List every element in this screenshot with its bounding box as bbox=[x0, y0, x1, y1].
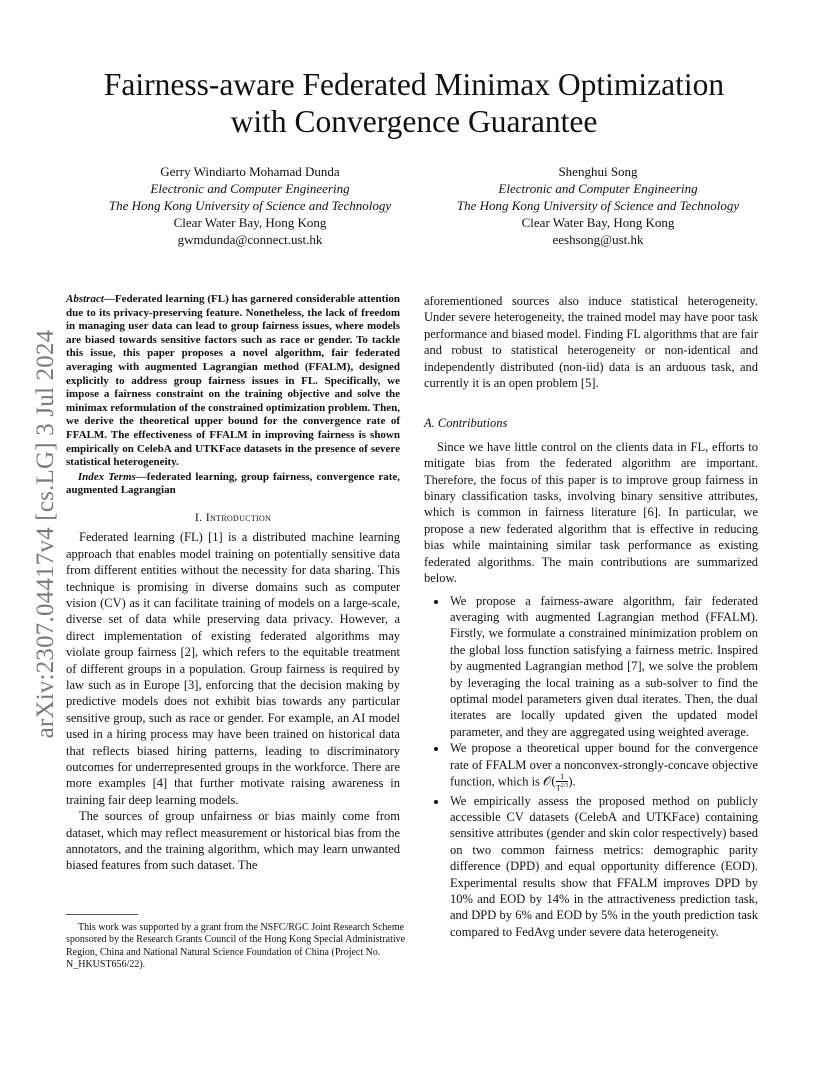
left-column bbox=[66, 293, 400, 874]
section-heading-introduction: I. Introduction bbox=[194, 509, 272, 524]
author-department: Electronic and Computer Engineering bbox=[498, 181, 698, 196]
rate-fraction-base: T bbox=[555, 783, 561, 793]
rate-fraction-numerator: 1 bbox=[556, 773, 569, 782]
index-terms bbox=[66, 471, 400, 498]
subsection-heading-contributions: A. Contributions bbox=[424, 416, 508, 431]
contribution-item bbox=[448, 740, 758, 792]
abstract-text: —Federated learning (FL) has garnered considerable attention due to its privacy-preserving feature. Nonetheless, the lack of freedom in managing user data can lead to group fairness issues, where models are biased towards sensitive factors such as race or gender. To tackle this issue, this paper proposes a novel algorithm, fair federated averaging with augmented Lagrangian method (FFALM), designed explicitly to address group fairness issues in FL. Specifically, we impose a fairness constraint on the training objective and solve the minimax reformulation of the constrained optimization problem. Then, we derive the theoretical upper bound for the convergence rate of FFALM. The effectiveness of FFALM in improving fairness is shown empirically on CelebA and UTKFace datasets in the presence of severe statistical heterogeneity. bbox=[66, 293, 400, 469]
author-location: Clear Water Bay, Hong Kong bbox=[521, 215, 675, 230]
author-email: eeshsong@ust.hk bbox=[552, 232, 644, 247]
author-institution: The Hong Kong University of Science and Technology bbox=[108, 198, 392, 213]
footnote-divider bbox=[66, 914, 138, 915]
author-name: Shenghui Song bbox=[558, 164, 638, 179]
right-column bbox=[424, 293, 758, 940]
rate-fraction-exponent: 2/3 bbox=[560, 782, 569, 789]
author-name: Gerry Windiarto Mohamad Dunda bbox=[160, 164, 340, 179]
paper-title-line-1: Fairness-aware Federated Minimax Optimization bbox=[103, 67, 725, 102]
arxiv-identifier-text: arXiv:2307.04417v4 [cs.LG] 3 Jul 2024 bbox=[32, 329, 59, 739]
contribution-item: • We empirically assess the proposed method on publicly accessible CV datasets (CelebA and UTKFace) containing sensitive attributes (gender and skin color respectively) based on two common fairness metrics: demographic parity difference (DPD) and equal opportunity difference (EOD). Experimental results show that FFALM improves DPD by 10% and EOD by 14% in the attractiveness prediction task, and DPD by 6% and EOD by 5% in the youth prediction task compared to FedAvg under severe data heterogeneity. bbox=[448, 793, 758, 941]
author-institution: The Hong Kong University of Science and Technology bbox=[456, 198, 740, 213]
funding-footnote: This work was supported by a grant from the NSFC/RGC Joint Research Scheme sponsored by the Research Grants Council of the Hong Kong Special Administrative Region, China and National Natural Science Foundation of China (Project No. N_HKUST656/22). bbox=[66, 922, 406, 970]
intro-continuation: aforementioned sources also induce statistical heterogeneity. Under severe heterogeneity, the trained model may have poor task performance and biased model. Finding FL algorithms that are fair and robust to statistical heterogeneity or non-identical and independently distributed (non-iid) data is an arduous task, and currently it is an open problem [5]. bbox=[424, 294, 758, 391]
index-terms-text: —federated learning, group fairness, convergence rate, augmented Lagrangian bbox=[66, 470, 400, 497]
rate-fraction bbox=[556, 773, 569, 793]
author-department: Electronic and Computer Engineering bbox=[150, 181, 350, 196]
abstract-lead: Abstract bbox=[66, 293, 104, 305]
big-o-close: ). bbox=[568, 774, 576, 789]
contribution-text: We propose a theoretical upper bound for the convergence rate of FFALM over a nonconvex-strongly-concave objective function, which is bbox=[450, 741, 758, 789]
paper-title bbox=[70, 66, 758, 140]
arxiv-identifier-stamp bbox=[34, 306, 58, 762]
big-o-symbol: 𝒪( bbox=[543, 773, 556, 789]
intro-paragraph-2: The sources of group unfairness or bias mainly come from dataset, which may reflect measurement or historical bias from the annotators, and the training algorithm, which may learn unwanted biased features from such dataset. The bbox=[66, 809, 400, 873]
contribution-item: • We propose a fairness-aware algorithm, fair federated averaging with augmented Lagrangian method (FFALM). Firstly, we formulate a constrained minimization problem on the global loss function satisfying a fairness metric. Inspired by augmented Lagrangian method [7], we solve the problem by leveraging the local training as a sub-solver to find the optimal model parameters given dual iterates. Then, the dual iterates are locally updated given the updated model parameter, and they are aggregated using weighted average. bbox=[448, 593, 758, 741]
author-location: Clear Water Bay, Hong Kong bbox=[173, 215, 327, 230]
rate-fraction-denominator bbox=[556, 782, 569, 793]
author-block-1 bbox=[80, 163, 420, 248]
paper-title-line-2: with Convergence Guarantee bbox=[230, 104, 598, 139]
author-block-2 bbox=[418, 163, 778, 248]
index-terms-lead: Index Terms bbox=[77, 470, 136, 483]
contributions-intro: Since we have little control on the clients data in FL, efforts to mitigate bias from the federated algorithm are important. Therefore, the focus of this paper is to improve group fairness in binary classification tasks, involving binary sensitive attributes, which is common in fairness literature [6]. In particular, we propose a new federated algorithm that is effective in reducing bias while maintaining similar task performance as existing federated algorithms. The main contributions are summarized below. bbox=[424, 439, 758, 586]
abstract bbox=[66, 293, 400, 470]
contributions-list bbox=[424, 593, 758, 941]
intro-paragraph-1: Federated learning (FL) [1] is a distributed machine learning approach that enables model training on potentially sensitive data from different entities without the necessity for data sharing. This technique is promising in diverse domains such as computer vision (CV) as it can facilitate training of models on a large-scale, diverse set of data while preserving data privacy. However, a direct implementation of existing federated algorithms may violate group fairness [2], which refers to the equitable treatment of different groups in a population. Group fairness is required by law such as in Europe [3], enforcing that the decision making by predictive models does not exhibit bias towards any particular sensitive group, such as race or gender. For example, an AI model used in a hiring process may have been trained on historical data that reflects biased hiring patterns, leading to discriminatory outcomes for underrepresented groups in the workforce. There are more examples [4] that further motivate raising awareness in training fair deep learning models. bbox=[66, 530, 400, 807]
author-email: gwmdunda@connect.ust.hk bbox=[177, 232, 323, 247]
